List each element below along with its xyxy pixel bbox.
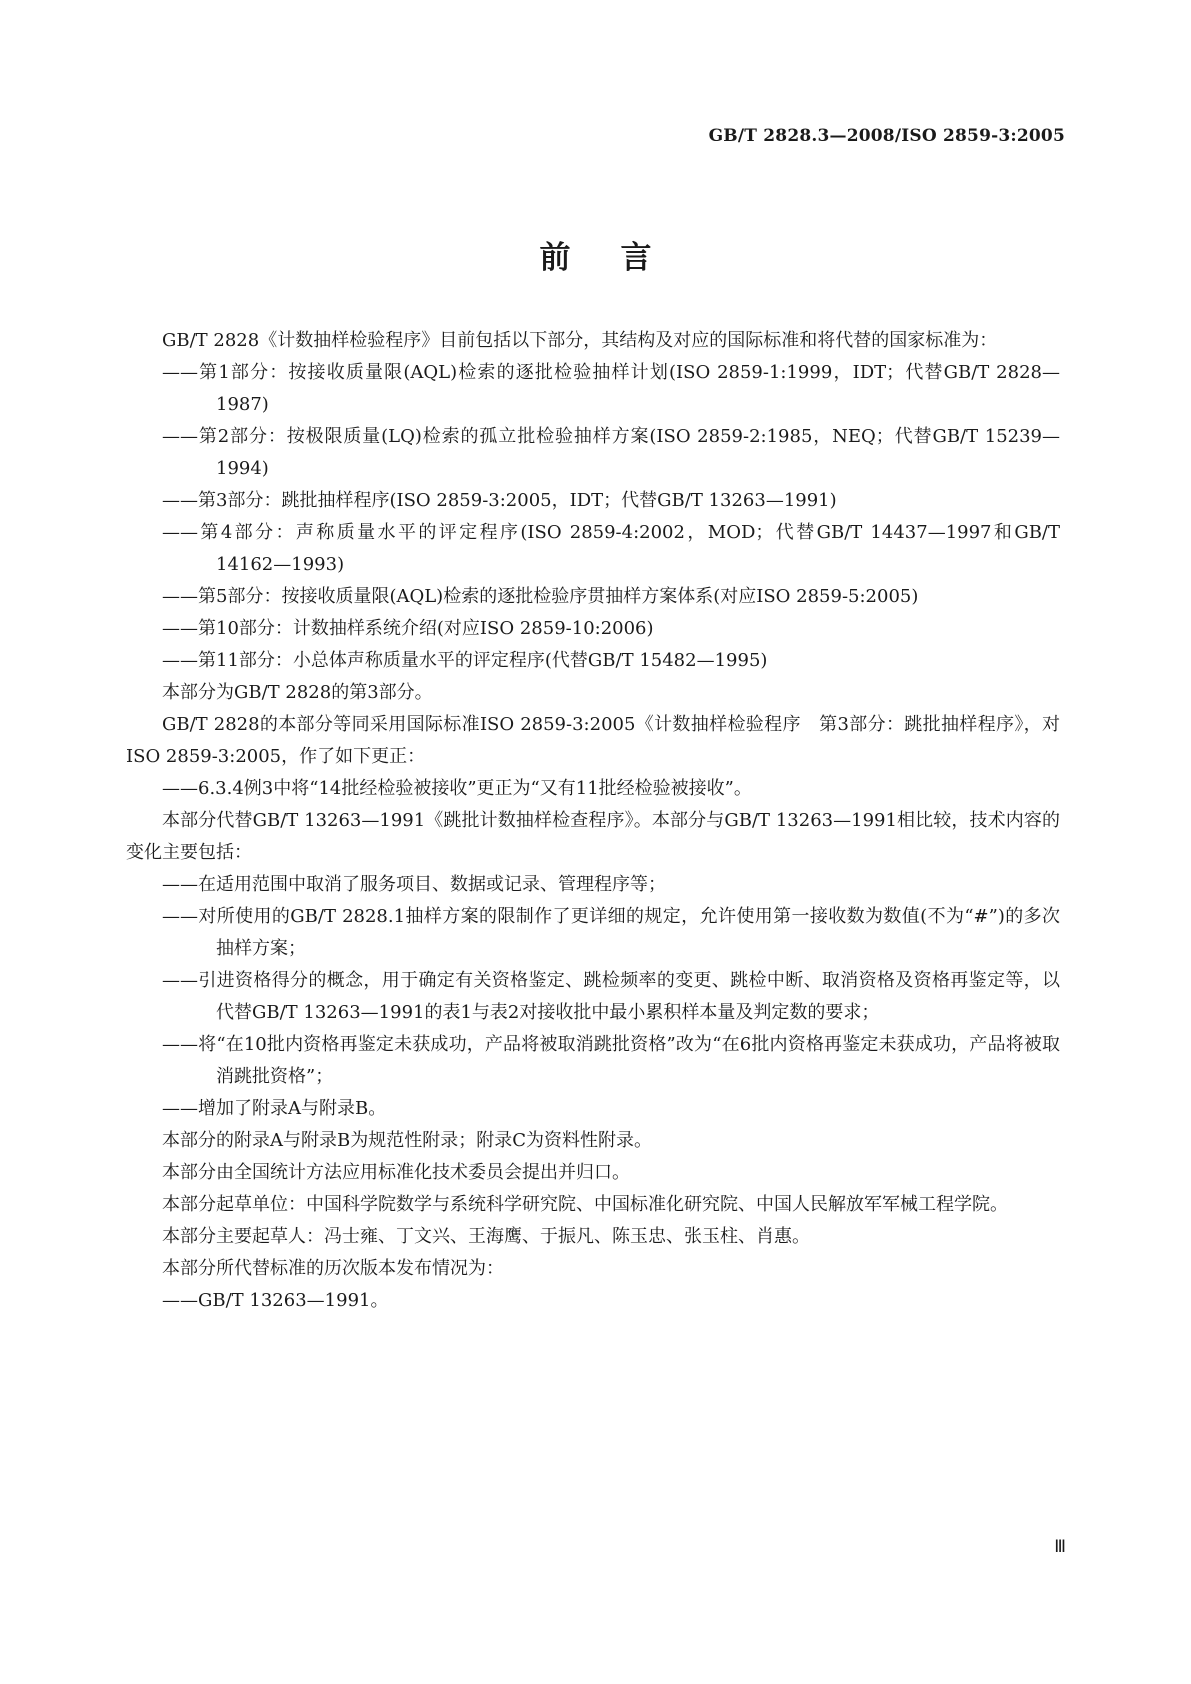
part-list-item: ——第5部分：按接收质量限(AQL)检索的逐批检验序贯抽样方案体系(对应ISO 2859-5:2005): [162, 586, 919, 607]
history-list-item: ——GB/T 13263—1991。: [162, 1290, 389, 1311]
standard-code-header: GB/T 2828.3—2008/ISO 2859-3:2005: [708, 126, 1065, 146]
change-list-item: ——引进资格得分的概念，用于确定有关资格鉴定、跳检频率的变更、跳检中断、取消资格及资格再鉴定等，以代替GB/T 13263—1991的表1与表2对接收批中最小累积样本量及判定数的要求；: [162, 970, 1060, 1023]
adoption-paragraph: GB/T 2828的本部分等同采用国际标准ISO 2859-3:2005《计数抽样检验程序 第3部分：跳批抽样程序》，对ISO 2859-3:2005，作了如下更正：: [126, 714, 1060, 767]
change-list-item: ——对所使用的GB/T 2828.1抽样方案的限制作了更详细的规定，允许使用第一接收数为数值(不为“#”)的多次抽样方案；: [162, 906, 1060, 959]
title-char-2: 言: [620, 240, 652, 276]
drafters-paragraph: 本部分主要起草人：冯士雍、丁文兴、王海鹰、于振凡、陈玉忠、张玉柱、肖惠。: [162, 1226, 810, 1247]
change-list-item: ——增加了附录A与附录B。: [162, 1098, 387, 1119]
part-list-item: ——第2部分：按极限质量(LQ)检索的孤立批检验抽样方案(ISO 2859-2:1985，NEQ；代替GB/T 15239—1994): [162, 426, 1060, 479]
history-intro-paragraph: 本部分所代替标准的历次版本发布情况为：: [162, 1258, 504, 1279]
this-part-paragraph: 本部分为GB/T 2828的第3部分。: [162, 682, 433, 703]
page-title: [0, 232, 1191, 277]
change-list-item: ——将“在10批内资格再鉴定未获成功，产品将被取消跳批资格”改为“在6批内资格再鉴定未获成功，产品将被取消跳批资格”；: [162, 1034, 1060, 1087]
foreword-body: [126, 325, 1060, 1317]
page-number: Ⅲ: [1054, 1537, 1065, 1556]
part-list-item: ——第11部分：小总体声称质量水平的评定程序(代替GB/T 15482—1995): [162, 650, 768, 671]
part-list-item: ——第1部分：按接收质量限(AQL)检索的逐批检验抽样计划(ISO 2859-1:1999，IDT；代替GB/T 2828—1987): [162, 362, 1060, 415]
title-char-1: 前: [539, 240, 571, 276]
proposed-paragraph: 本部分由全国统计方法应用标准化技术委员会提出并归口。: [162, 1162, 630, 1183]
part-list-item: ——第3部分：跳批抽样程序(ISO 2859-3:2005，IDT；代替GB/T 13263—1991): [162, 490, 837, 511]
replaces-paragraph: 本部分代替GB/T 13263—1991《跳批计数抽样检查程序》。本部分与GB/T 13263—1991相比较，技术内容的变化主要包括：: [126, 810, 1060, 863]
part-list-item: ——第10部分：计数抽样系统介绍(对应ISO 2859-10:2006): [162, 618, 654, 639]
annexes-paragraph: 本部分的附录A与附录B为规范性附录；附录C为资料性附录。: [162, 1130, 652, 1151]
change-list-item: ——在适用范围中取消了服务项目、数据或记录、管理程序等；: [162, 874, 666, 895]
intro-paragraph: GB/T 2828《计数抽样检验程序》目前包括以下部分，其结构及对应的国际标准和将代替的国家标准为：: [162, 330, 998, 351]
correction-item: ——6.3.4例3中将“14批经检验被接收”更正为“又有11批经检验被接收”。: [162, 778, 752, 799]
drafting-units-paragraph: 本部分起草单位：中国科学院数学与系统科学研究院、中国标准化研究院、中国人民解放军军械工程学院。: [162, 1194, 1008, 1215]
part-list-item: ——第4部分：声称质量水平的评定程序(ISO 2859-4:2002，MOD；代替GB/T 14437—1997和GB/T 14162—1993): [162, 522, 1060, 575]
